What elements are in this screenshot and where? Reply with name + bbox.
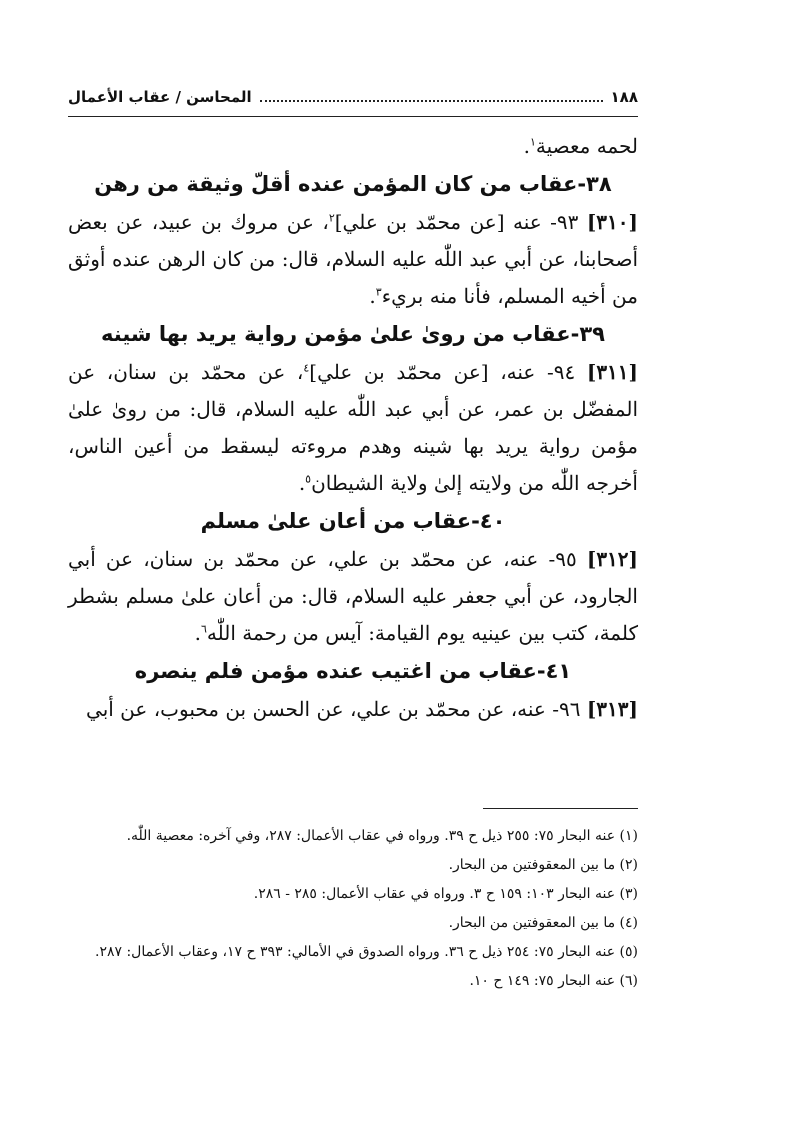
paragraph-313: [٣١٣] ٩٦- عنه، عن محمّد بن علي، عن الحسن بن محبوب، عن أبي [86,697,638,721]
hadith-number: [٣١٠] [586,210,638,234]
hadith-number: [٣١٢] [586,547,639,571]
section-heading-38: ٣٨-عقاب من كان المؤمن عنده أقلّ وثيقة من رهن [94,172,612,196]
section-heading-39: ٣٩-عقاب من روىٰ علىٰ مؤمن رواية يريد بها شينه [101,322,605,346]
paragraph-310: [٣١٠] ٩٣- عنه [عن محمّد بن علي]$^٢$، عن مروك بن عبيد، عن بعض أصحابنا، عن أبي عبد اللّٰه عليه السلام، قال: من كان الرهن عنده أوثق من أخيه المسلم، فأنا منه بريء$^٣$. [68,210,638,308]
footnotes [70,822,638,996]
header-dot-leader [260,88,603,102]
running-header [68,88,638,112]
hadith-number: [٣١١] [586,360,639,384]
running-title: المحاسن / عقاب الأعمال [68,88,252,106]
paragraph-311: [٣١١] ٩٤- عنه، [عن محمّد بن علي]$^٤$، عن محمّد بن سنان، عن المفضّل بن عمر، عن أبي عبد اللّٰه عليه السلام، قال: من روىٰ علىٰ مؤمن رواية يريد بها شينه وهدم مروءته ليسقط من أعين الناس، أخرجه اللّٰه من ولايته إلىٰ ولاية الشيطان$^٥$. [68,360,639,495]
footnote-5: (٥) عنه البحار ٧٥: ٢٥٤ ذيل ح ٣٦. ورواه الصدوق في الأمالي: ٣٩٣ ح ١٧، وعقاب الأعمال: ٢٨٧. [95,944,638,960]
footnote-separator [483,808,638,809]
paragraph-312: [٣١٢] ٩٥- عنه، عن محمّد بن علي، عن محمّد بن سنان، عن أبي الجارود، عن أبي جعفر عليه السلام، قال: من أعان علىٰ مسلم بشطر كلمة، كتب بين عينيه يوم القيامة: آيس من رحمة اللّٰه$^٦$. [68,547,639,645]
footnote-marker: ٢ [328,211,335,225]
footnote-4: (٤) ما بين المعقوفتين من البحار. [448,915,638,931]
footnote-1: (١) عنه البحار ٧٥: ٢٥٥ ذيل ح ٣٩. ورواه في عقاب الأعمال: ٢٨٧، وفي آخره: معصية اللّٰه. [126,828,638,844]
footnote-3: (٣) عنه البحار ١٠٣: ١٥٩ ح ٣. ورواه في عقاب الأعمال: ٢٨٥ - ٢٨٦. [253,886,638,902]
paragraph-intro: لحمه معصية$^١$. [523,134,638,158]
footnote-marker: ١ [529,135,536,149]
footnote-marker: ٥ [305,472,312,486]
hadith-number: [٣١٣] [586,697,638,721]
main-text [68,128,638,728]
page-number: ١٨٨ [610,88,638,106]
footnote-marker: ٤ [303,361,310,375]
footnote-marker: ٦ [200,622,207,636]
section-heading-40: ٤٠-عقاب من أعان علىٰ مسلم [200,509,506,533]
header-rule [68,116,638,117]
footnote-2: (٢) ما بين المعقوفتين من البحار. [448,857,638,873]
footnote-marker: ٣ [375,285,382,299]
footnote-6: (٦) عنه البحار ٧٥: ١٤٩ ح ١٠. [469,973,638,989]
section-heading-41: ٤١-عقاب من اغتيب عنده مؤمن فلم ينصره [134,659,572,683]
